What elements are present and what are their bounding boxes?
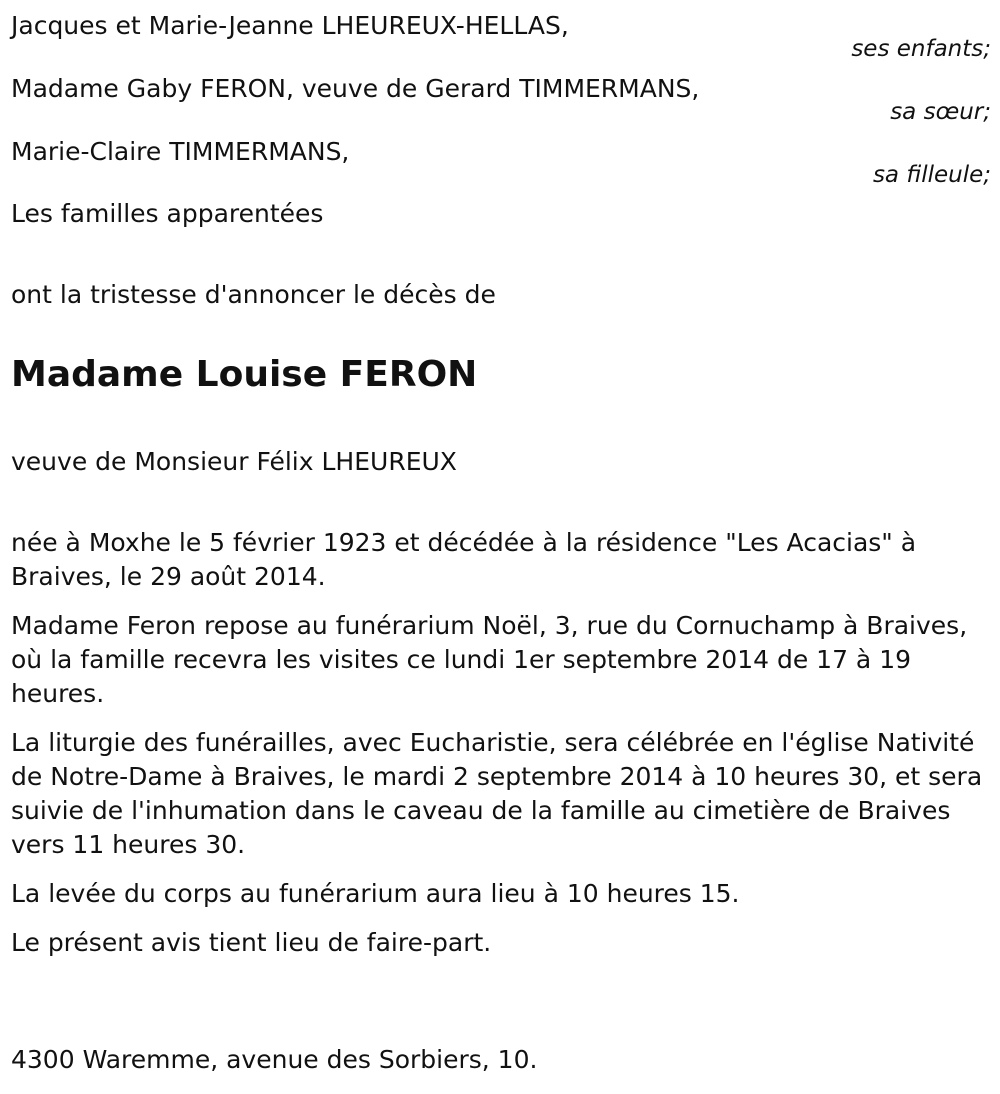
- notice-body: [11, 526, 991, 975]
- death-notice: [11, 0, 991, 1074]
- visitation-paragraph: Madame Feron repose au funérarium Noël, 3, rue du Cornuchamp à Braives, où la famille recevra les visites ce lundi 1er septembre 2014 de 17 à 19 heures.: [11, 611, 968, 708]
- mourner-relation: sa filleule;: [872, 162, 991, 188]
- mourner-name: Jacques et Marie-Jeanne LHEUREUX-HELLAS,: [11, 11, 569, 40]
- mourner-row: [11, 126, 991, 189]
- announcement-text: ont la tristesse d'annoncer le décès de: [11, 280, 496, 309]
- widow-of-text: veuve de Monsieur Félix LHEUREUX: [11, 447, 457, 476]
- funeral-paragraph: La liturgie des funérailles, avec Eucharistie, sera célébrée en l'église Nativité de Notre-Dame à Braives, le mardi 2 septembre 2014 à 10 heures 30, et sera suivie de l'inhumation dans le caveau de la famille au cimetière de Braives vers 11 heures 30.: [11, 728, 983, 859]
- body-removal-paragraph: La levée du corps au funérarium aura lieu à 10 heures 15.: [11, 879, 740, 908]
- mourner-relation: sa sœur;: [890, 99, 991, 125]
- mourner-name: Marie-Claire TIMMERMANS,: [11, 137, 350, 166]
- notice-paragraph: Le présent avis tient lieu de faire-part.: [11, 928, 492, 957]
- deceased-name: Madame Louise FERON: [11, 354, 478, 395]
- mourner-row: [11, 0, 991, 63]
- related-families: Les familles apparentées: [11, 199, 324, 228]
- mourner-relation: ses enfants;: [851, 36, 991, 62]
- mourner-row: [11, 63, 991, 126]
- address-line: 4300 Waremme, avenue des Sorbiers, 10.: [11, 1045, 538, 1074]
- mourner-name: Madame Gaby FERON, veuve de Gerard TIMMERMANS,: [11, 74, 700, 103]
- birth-death-paragraph: née à Moxhe le 5 février 1923 et décédée à la résidence "Les Acacias" à Braives, le 29 août 2014.: [11, 528, 917, 591]
